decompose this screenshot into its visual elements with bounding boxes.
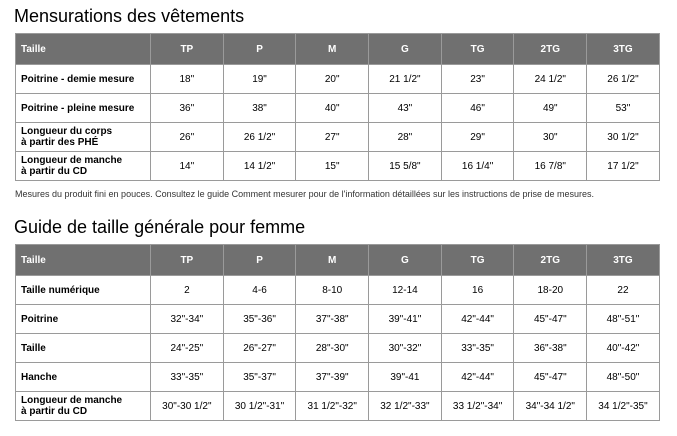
table-row xyxy=(16,123,660,152)
table-cell: 15" xyxy=(296,152,369,181)
row-label-line1: Longueur de manche xyxy=(21,395,123,406)
table-cell: 45"-47" xyxy=(514,363,587,392)
table-cell: 40"-42" xyxy=(587,334,660,363)
table-cell: 34"-34 1/2" xyxy=(514,392,587,421)
table-cell: 30"-30 1/2" xyxy=(151,392,224,421)
table-row xyxy=(16,334,660,363)
table-cell: 30 1/2"-31" xyxy=(223,392,296,421)
row-label xyxy=(16,152,151,181)
table-row xyxy=(16,94,660,123)
row-label xyxy=(16,276,151,305)
row-label xyxy=(16,363,151,392)
row-label-line1: Hanche xyxy=(21,371,58,383)
table-row xyxy=(16,305,660,334)
section-title-womens-size-guide: Guide de taille générale pour femme xyxy=(14,217,306,237)
table-cell: 17 1/2" xyxy=(587,152,660,181)
table-cell: 16 7/8" xyxy=(514,152,587,181)
header-cell: G xyxy=(369,34,442,65)
garment-measurements-table xyxy=(15,33,660,181)
table-cell: 37"-38" xyxy=(296,305,369,334)
table-cell: 26 1/2" xyxy=(223,123,296,152)
header-cell: P xyxy=(223,245,296,276)
table-cell: 28" xyxy=(369,123,442,152)
row-label-line1: Poitrine - demie mesure xyxy=(21,73,135,85)
row-label-line2: à partir des PHÉ xyxy=(21,137,99,148)
table-cell: 37"-39" xyxy=(296,363,369,392)
table-cell: 28"-30" xyxy=(296,334,369,363)
table-cell: 36" xyxy=(151,94,224,123)
header-cell: Taille xyxy=(16,245,151,276)
header-cell: TP xyxy=(151,34,224,65)
table-cell: 32 1/2"-33" xyxy=(369,392,442,421)
header-cell: 3TG xyxy=(587,34,660,65)
table-cell: 53" xyxy=(587,94,660,123)
header-cell: 2TG xyxy=(514,34,587,65)
table-cell: 45"-47" xyxy=(514,305,587,334)
table-cell: 42"-44" xyxy=(441,305,514,334)
table-cell: 43" xyxy=(369,94,442,123)
table-cell: 19" xyxy=(223,65,296,94)
table-cell: 33"-35" xyxy=(151,363,224,392)
header-cell: G xyxy=(369,245,442,276)
table-cell: 31 1/2"-32" xyxy=(296,392,369,421)
table-cell: 33"-35" xyxy=(441,334,514,363)
table-cell: 16 1/4" xyxy=(441,152,514,181)
table-cell: 23" xyxy=(441,65,514,94)
womens-size-guide-table xyxy=(15,244,660,421)
header-cell: TG xyxy=(441,245,514,276)
header-cell: TG xyxy=(441,34,514,65)
table-cell: 26"-27" xyxy=(223,334,296,363)
table-row xyxy=(16,152,660,181)
table-cell: 39"-41 xyxy=(369,363,442,392)
table-cell: 29" xyxy=(441,123,514,152)
table-cell: 49" xyxy=(514,94,587,123)
table-cell: 38" xyxy=(223,94,296,123)
table-cell: 4-6 xyxy=(223,276,296,305)
section-title-garment-measurements: Mensurations des vêtements xyxy=(14,6,245,26)
table-cell: 46" xyxy=(441,94,514,123)
table-cell: 34 1/2"-35" xyxy=(587,392,660,421)
table-cell: 30 1/2" xyxy=(587,123,660,152)
row-label xyxy=(16,392,151,421)
table-header-row xyxy=(16,34,660,65)
table-cell: 15 5/8" xyxy=(369,152,442,181)
header-cell: M xyxy=(296,34,369,65)
row-label xyxy=(16,65,151,94)
table-cell: 40" xyxy=(296,94,369,123)
table-cell: 33 1/2"-34" xyxy=(441,392,514,421)
table-cell: 26 1/2" xyxy=(587,65,660,94)
table-cell: 24 1/2" xyxy=(514,65,587,94)
table-cell: 48"-51" xyxy=(587,305,660,334)
table-cell: 36"-38" xyxy=(514,334,587,363)
table-cell: 8-10 xyxy=(296,276,369,305)
table-cell: 14 1/2" xyxy=(223,152,296,181)
table-cell: 26" xyxy=(151,123,224,152)
table-cell: 20" xyxy=(296,65,369,94)
table-cell: 21 1/2" xyxy=(369,65,442,94)
header-cell: TP xyxy=(151,245,224,276)
table-cell: 35"-36" xyxy=(223,305,296,334)
table-cell: 14" xyxy=(151,152,224,181)
row-label xyxy=(16,305,151,334)
measurement-note: Mesures du produit fini en pouces. Consultez le guide Comment mesurer pour de l'information détaillées sur les instructions de prise de mesures. xyxy=(15,189,595,199)
row-label xyxy=(16,123,151,152)
table-cell: 30" xyxy=(514,123,587,152)
table-cell: 42"-44" xyxy=(441,363,514,392)
table-cell: 12-14 xyxy=(369,276,442,305)
table-cell: 22 xyxy=(587,276,660,305)
table-cell: 18-20 xyxy=(514,276,587,305)
row-label xyxy=(16,334,151,363)
table-row xyxy=(16,276,660,305)
row-label-line1: Poitrine - pleine mesure xyxy=(21,102,135,114)
table-cell: 39"-41" xyxy=(369,305,442,334)
header-cell: 2TG xyxy=(514,245,587,276)
header-cell: P xyxy=(223,34,296,65)
row-label-line2: à partir du CD xyxy=(21,406,88,417)
row-label-line1: Poitrine xyxy=(21,313,59,325)
row-label xyxy=(16,94,151,123)
table-cell: 48"-50" xyxy=(587,363,660,392)
table-cell: 24"-25" xyxy=(151,334,224,363)
table-cell: 18" xyxy=(151,65,224,94)
header-cell: M xyxy=(296,245,369,276)
row-label-line1: Taille xyxy=(21,342,46,354)
row-label-line1: Longueur de manche xyxy=(21,155,123,166)
table-cell: 35"-37" xyxy=(223,363,296,392)
table-row xyxy=(16,65,660,94)
header-cell: Taille xyxy=(16,34,151,65)
row-label-line1: Taille numérique xyxy=(21,284,100,296)
header-cell: 3TG xyxy=(587,245,660,276)
table-row xyxy=(16,392,660,421)
table-cell: 27" xyxy=(296,123,369,152)
table-cell: 30"-32" xyxy=(369,334,442,363)
row-label-line1: Longueur du corps xyxy=(21,126,113,137)
table-cell: 2 xyxy=(151,276,224,305)
row-label-line2: à partir du CD xyxy=(21,166,88,177)
table-cell: 16 xyxy=(441,276,514,305)
table-row xyxy=(16,363,660,392)
table-cell: 32"-34" xyxy=(151,305,224,334)
table-header-row xyxy=(16,245,660,276)
